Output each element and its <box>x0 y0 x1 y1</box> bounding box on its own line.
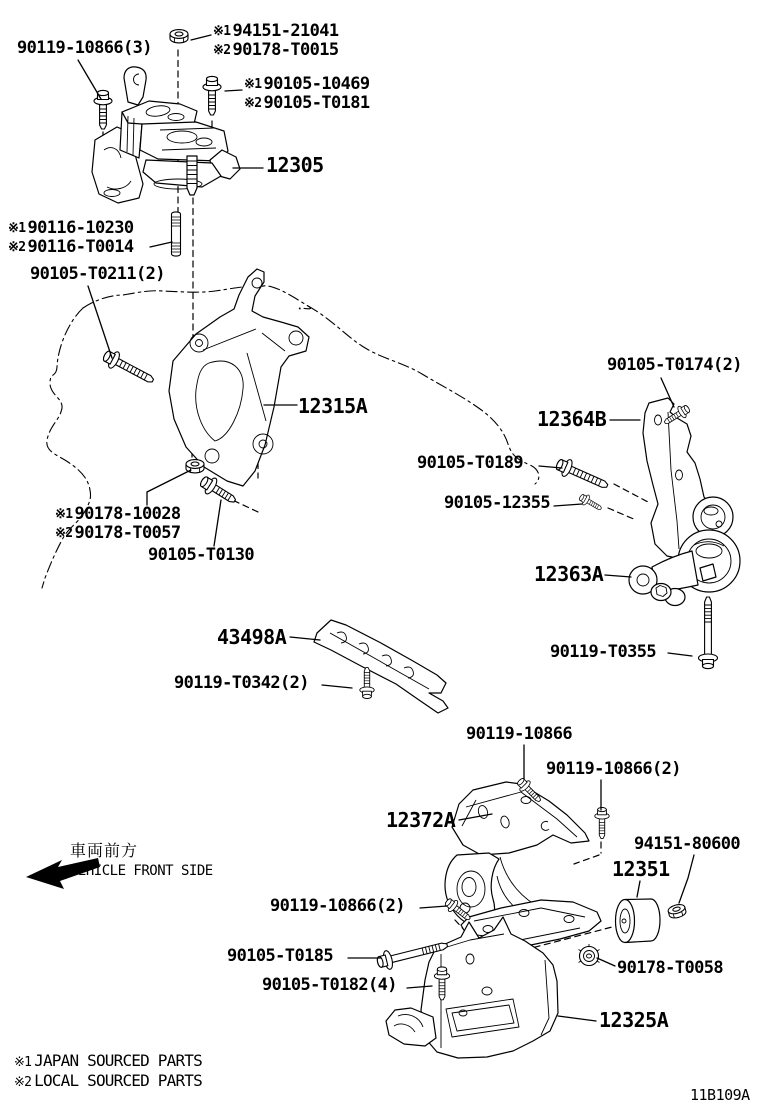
part-number-text: 90105-T0182(4) <box>262 975 397 995</box>
part-number-text: 12363A <box>534 562 604 586</box>
vehicle-front-label-jp: 車両前方 <box>70 841 139 860</box>
part-label-12372A <box>386 810 455 830</box>
part-label-90178-T0057 <box>55 525 181 542</box>
legend-text-1: JAPAN SOURCED PARTS <box>34 1051 202 1070</box>
part-number-text: 12351 <box>612 857 670 881</box>
part-number-text: 12372A <box>386 808 456 832</box>
part-number-text: 90105-T0130 <box>148 545 254 565</box>
source-marker: ※1 <box>55 507 73 522</box>
diagram-code: 11B109A <box>690 1086 750 1104</box>
part-number-text: 90178-T0057 <box>74 523 181 543</box>
part-label-90119-10866(2) <box>546 761 681 778</box>
source-marker: ※1 <box>213 24 231 39</box>
part-number-text: 90105-T0185 <box>227 946 333 966</box>
part-number-text: 94151-21041 <box>232 21 339 41</box>
part-number-text: 90178-10028 <box>74 504 181 524</box>
part-number-text: 90116-10230 <box>27 218 134 238</box>
part-label-12305 <box>266 155 324 175</box>
part-number-text: 90105-T0211(2) <box>30 264 165 284</box>
part-label-90178-T0015 <box>213 42 339 59</box>
sourcing-legend <box>14 1053 202 1093</box>
part-label-90119-10866 <box>466 726 572 743</box>
part-label-12325A <box>599 1010 668 1030</box>
part-label-90116-T0014 <box>8 239 134 256</box>
part-label-90105-T0185 <box>227 948 333 965</box>
part-label-90105-12355 <box>444 495 550 512</box>
part-number-text: 90119-10866(3) <box>17 38 152 58</box>
part-label-90105-T0130 <box>148 547 254 564</box>
part-number-text: 90105-T0189 <box>417 453 523 473</box>
part-number-text: 12305 <box>266 153 324 177</box>
legend-line-japan <box>14 1053 202 1069</box>
part-number-text: 90119-T0355 <box>550 642 656 662</box>
part-number-text: 43498A <box>217 625 287 649</box>
source-marker: ※1 <box>8 221 26 236</box>
part-number-text: 90119-10866(2) <box>546 759 681 779</box>
part-label-90119-10866(3) <box>17 40 152 57</box>
part-label-90119-T0342(2) <box>174 675 309 692</box>
legend-marker-1: ※1 <box>14 1055 32 1070</box>
part-label-90105-T0181 <box>244 95 370 112</box>
part-label-12315A <box>298 396 367 416</box>
source-marker: ※2 <box>55 526 73 541</box>
part-label-43498A <box>217 627 286 647</box>
part-label-90105-T0189 <box>417 455 523 472</box>
part-number-text: 90105-T0181 <box>263 93 370 113</box>
part-number-text: 12315A <box>298 394 368 418</box>
part-number-text: 90178-T0015 <box>232 40 339 60</box>
source-marker: ※2 <box>8 240 26 255</box>
part-number-text: 12364B <box>537 407 607 431</box>
part-label-90119-T0355 <box>550 644 656 661</box>
vehicle-front-indicator <box>70 843 213 878</box>
source-marker: ※2 <box>244 96 262 111</box>
legend-marker-2: ※2 <box>14 1075 32 1090</box>
part-number-text: 90116-T0014 <box>27 237 134 257</box>
part-label-94151-21041 <box>213 23 339 40</box>
part-label-90178-10028 <box>55 506 181 523</box>
part-label-90105-T0174(2) <box>607 357 742 374</box>
vehicle-front-label-en: VEHICLE FRONT SIDE <box>70 863 213 879</box>
part-number-text: 90105-12355 <box>444 493 550 513</box>
source-marker: ※1 <box>244 77 262 92</box>
part-number-text: 94151-80600 <box>634 834 740 854</box>
legend-text-2: LOCAL SOURCED PARTS <box>34 1071 202 1090</box>
part-number-text: 90178-T0058 <box>617 958 723 978</box>
part-number-text: 90119-10866 <box>466 724 572 744</box>
part-label-90105-10469 <box>244 76 370 93</box>
part-label-12351 <box>612 859 670 879</box>
part-label-90119-10866(2) <box>270 898 405 915</box>
part-label-94151-80600 <box>634 836 740 853</box>
part-number-text: 90105-10469 <box>263 74 370 94</box>
part-number-text: 90119-10866(2) <box>270 896 405 916</box>
part-label-90116-10230 <box>8 220 134 237</box>
source-marker: ※2 <box>213 43 231 58</box>
part-label-90178-T0058 <box>617 960 723 977</box>
part-label-12363A <box>534 564 603 584</box>
part-number-text: 90119-T0342(2) <box>174 673 309 693</box>
part-label-12364B <box>537 409 606 429</box>
part-label-90105-T0182(4) <box>262 977 397 994</box>
part-number-text: 90105-T0174(2) <box>607 355 742 375</box>
legend-line-local <box>14 1073 202 1089</box>
part-label-90105-T0211(2) <box>30 266 165 283</box>
part-number-text: 12325A <box>599 1008 669 1032</box>
